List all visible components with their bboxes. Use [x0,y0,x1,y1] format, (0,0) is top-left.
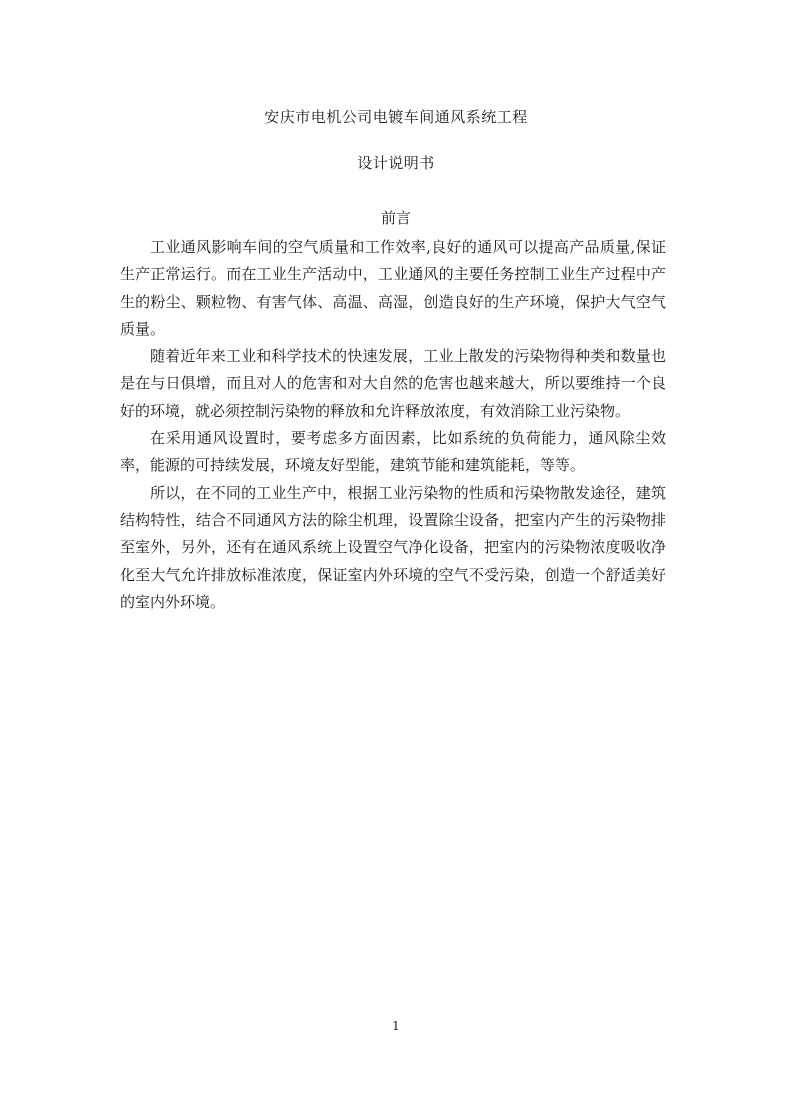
paragraph-2: 随着近年来工业和科学技术的快速发展，工业上散发的污染物得种类和数量也是在与日俱增，而且对人的危害和对大自然的危害也越来越大，所以要维持一个良好的环境，就必须控制污染物的释放和允许释放浓度，有效消除工业污染物。 [120,347,666,420]
section-heading: 前言 [380,209,411,227]
body-text [120,234,666,616]
document-subtitle: 设计说明书 [357,154,435,172]
page-number: 1 [392,1019,400,1033]
paragraph-4: 所以，在不同的工业生产中，根据工业污染物的性质和污染物散发途径，建筑结构特性，结合不同通风方法的除尘机理，设置除尘设备，把室内产生的污染物排至室外，另外，还有在通风系统上设置空气净化设备，把室内的污染物浓度吸收净化至大气允许排放标准浓度，保证室内外环境的空气不受污染，创造一个舒适美好的室内外环境。 [120,483,666,611]
document-title: 安庆市电机公司电镀车间通风系统工程 [264,108,528,126]
paragraph-1: 工业通风影响车间的空气质量和工作效率,良好的通风可以提高产品质量,保证生产正常运行。而在工业生产活动中，工业通风的主要任务控制工业生产过程中产生的粉尘、颗粒物、有害气体、高温、高湿，创造良好的生产环境，保护大气空气质量。 [120,238,666,338]
paragraph-3: 在采用通风设置时，要考虑多方面因素，比如系统的负荷能力，通风除尘效率，能源的可持续发展，环境友好型能，建筑节能和建筑能耗，等等。 [120,429,666,475]
